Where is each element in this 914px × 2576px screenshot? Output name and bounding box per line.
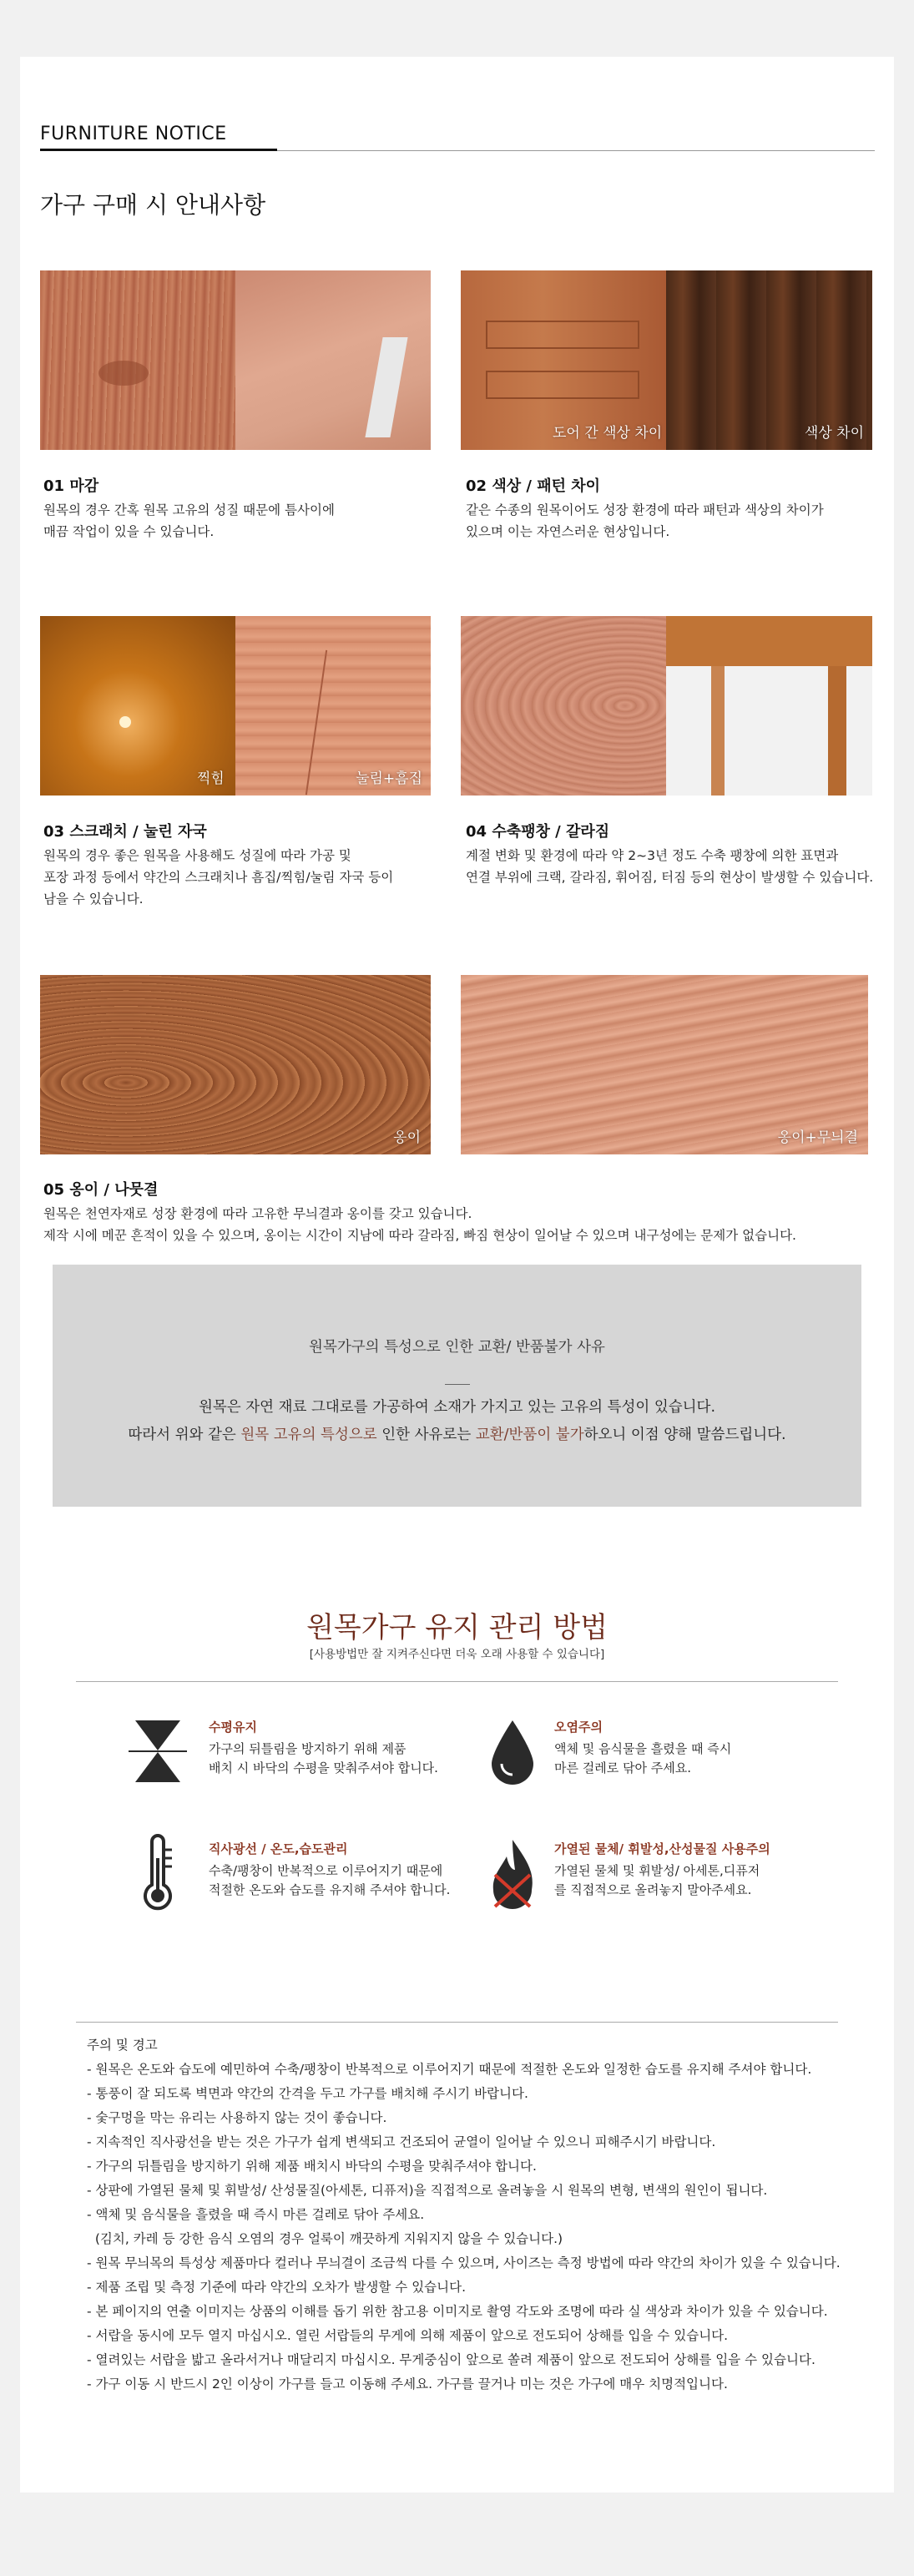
water-drop-icon	[483, 1714, 542, 1797]
tip-title: 가열된 물체/ 휘발성,산성물질 사용주의	[554, 1841, 770, 1856]
finish-photo	[40, 270, 431, 450]
no-return-notice	[53, 1265, 861, 1507]
item-title: 05 옹이 / 나뭇결	[43, 1181, 159, 1199]
divider	[76, 1681, 838, 1682]
crack-photo	[461, 616, 872, 796]
notice-heading: 원목가구의 특성으로 인한 교환/ 반품불가 사유	[309, 1339, 605, 1356]
item-title: 04 수축팽창 / 갈라짐	[466, 823, 610, 841]
photo-caption: 색상 차이	[804, 425, 864, 442]
warning-item: - 통풍이 잘 되도록 벽면과 약간의 간격을 두고 가구를 배치해 주시기 바랍니다.	[87, 2086, 528, 2101]
tip-desc: 액체 및 음식물을 흘렸을 때 즉시 마른 걸레로 닦아 주세요.	[554, 1741, 732, 1775]
warning-item: - 원목은 온도와 습도에 예민하여 수축/팽창이 반복적으로 이루어지기 때문에 적절한 온도와 일정한 습도를 유지해 주셔야 합니다.	[87, 2062, 812, 2077]
item-desc: 계절 변화 및 환경에 따라 약 2~3년 정도 수축 팽창에 의한 표면과 연결 부위에 크랙, 갈라짐, 휘어짐, 터짐 등의 현상이 발생할 수 있습니다.	[466, 848, 874, 885]
notice-card	[20, 57, 894, 2493]
warning-item: - 열려있는 서랍을 밟고 올라서거나 매달리지 마십시오. 무게중심이 앞으로 쏠려 제품이 앞으로 전도되어 상해를 입을 수 있습니다.	[87, 2352, 816, 2367]
warning-item: - 가구 이동 시 반드시 2인 이상이 가구를 들고 이동해 주세요. 가구를 끌거나 미는 것은 가구에 매우 치명적입니다.	[87, 2376, 728, 2392]
item-title: 02 색상 / 패턴 차이	[466, 477, 601, 495]
knot-photo	[40, 975, 431, 1154]
item-desc: 원목의 경우 좋은 원목을 사용해도 성질에 따라 가공 및 포장 과정 등에서 약간의 스크래치나 흠집/찍힘/눌림 자국 등이 남을 수 있습니다.	[43, 848, 394, 907]
page-title: 가구 구매 시 안내사항	[40, 191, 266, 219]
divider	[445, 1384, 470, 1385]
photo-caption: 눌림+흠집	[356, 770, 422, 787]
item-desc: 원목은 천연자재로 성장 환경에 따라 고유한 무늬결과 옹이를 갖고 있습니다. 제작 시에 메꾼 흔적이 있을 수 있으며, 옹이는 시간이 지남에 따라 갈라짐, 빠짐 현상이 일어날 수 있으며 내구성에는 문제가 없습니다.	[43, 1206, 796, 1243]
photo-caption: 옹이	[393, 1129, 421, 1146]
item-desc: 원목의 경우 간혹 원목 고유의 성질 때문에 틈사이에 매끔 작업이 있을 수 있습니다.	[43, 503, 335, 539]
section-label: FURNITURE NOTICE	[40, 124, 227, 144]
warning-item: - 제품 조립 및 측정 기준에 따라 약간의 오차가 발생할 수 있습니다.	[87, 2280, 467, 2295]
warning-item: (김치, 카레 등 강한 음식 오염의 경우 얼룩이 깨끗하게 지워지지 않을 수 있습니다.)	[87, 2231, 563, 2246]
tip-desc: 수축/팽창이 반복적으로 이루어지기 때문에 적절한 온도와 습도를 유지해 주셔야 합니다.	[209, 1863, 451, 1897]
tip-desc: 가열된 물체 및 휘발성/ 아세톤,디퓨저 를 직접적으로 올려놓지 말아주세요.	[554, 1863, 760, 1897]
thermometer-icon	[129, 1833, 187, 1917]
warning-title: 주의 및 경고	[87, 2038, 158, 2053]
scratch-photo	[40, 616, 431, 796]
care-title: 원목가구 유지 관리 방법	[306, 1611, 608, 1644]
item-desc: 같은 수종의 원목이어도 성장 환경에 따라 패턴과 색상의 차이가 있으며 이는 자연스러운 현상입니다.	[466, 503, 824, 539]
grain-photo	[461, 975, 868, 1154]
hourglass-level-icon	[129, 1714, 187, 1797]
tip-title: 직사광선 / 온도,습도관리	[209, 1841, 348, 1856]
warning-item: - 가구의 뒤틀림을 방지하기 위해 제품 배치시 바닥의 수평을 맞춰주셔야 합니다.	[87, 2159, 537, 2174]
tip-title: 수평유지	[209, 1720, 257, 1735]
warning-item: - 본 페이지의 연출 이미지는 상품의 이해를 돕기 위한 참고용 이미지로 촬영 각도와 조명에 따라 실 색상과 차이가 있을 수 있습니다.	[87, 2304, 828, 2319]
warning-item: - 지속적인 직사광선을 받는 것은 가구가 쉽게 변색되고 건조되어 균열이 일어날 수 있으니 피해주시기 바랍니다.	[87, 2134, 716, 2149]
care-subtitle: [사용방법만 잘 지켜주신다면 더욱 오래 사용할 수 있습니다]	[309, 1648, 605, 1661]
tip-title: 오염주의	[554, 1720, 603, 1735]
divider	[76, 2022, 838, 2023]
photo-caption: 도어 간 색상 차이	[553, 425, 663, 442]
warning-item: - 원목 무늬목의 특성상 제품마다 컬러나 무늬결이 조금씩 다를 수 있으며, 사이즈는 측정 방법에 따라 약간의 차이가 있을 수 있습니다.	[87, 2255, 841, 2270]
photo-caption: 옹이+무늬결	[777, 1129, 858, 1146]
warning-item: - 숯구멍을 막는 유리는 사용하지 않는 것이 좋습니다.	[87, 2110, 387, 2125]
photo-caption: 찍힘	[197, 770, 225, 787]
warning-item: - 상판에 가열된 물체 및 휘발성/ 산성물질(아세톤, 디퓨저)을 직접적으로 올려놓을 시 원목의 변형, 변색의 원인이 됩니다.	[87, 2183, 768, 2198]
warning-item: - 액체 및 음식물을 흘렸을 때 즉시 마른 걸레로 닦아 주세요.	[87, 2207, 425, 2222]
tip-desc: 가구의 뒤틀림을 방지하기 위해 제품 배치 시 바닥의 수평을 맞춰주셔야 합니다.	[209, 1741, 438, 1775]
notice-line: 따라서 위와 같은 원목 고유의 특성으로 인한 사유로는 교환/반품이 불가하오니 이점 양해 말씀드립니다.	[128, 1427, 786, 1443]
item-title: 01 마감	[43, 477, 99, 495]
warning-item: - 서랍을 동시에 모두 열지 마십시오. 열린 서랍들의 무게에 의해 제품이 앞으로 전도되어 상해를 입을 수 있습니다.	[87, 2328, 729, 2343]
warning-list	[87, 2058, 841, 2397]
divider-accent	[40, 149, 277, 151]
notice-line: 원목은 자연 재료 그대로를 가공하여 소재가 가지고 있는 고유의 특성이 있습니다.	[198, 1399, 716, 1416]
no-fire-icon	[483, 1833, 542, 1917]
color-diff-photo	[461, 270, 872, 450]
item-title: 03 스크래치 / 눌린 자국	[43, 823, 207, 841]
